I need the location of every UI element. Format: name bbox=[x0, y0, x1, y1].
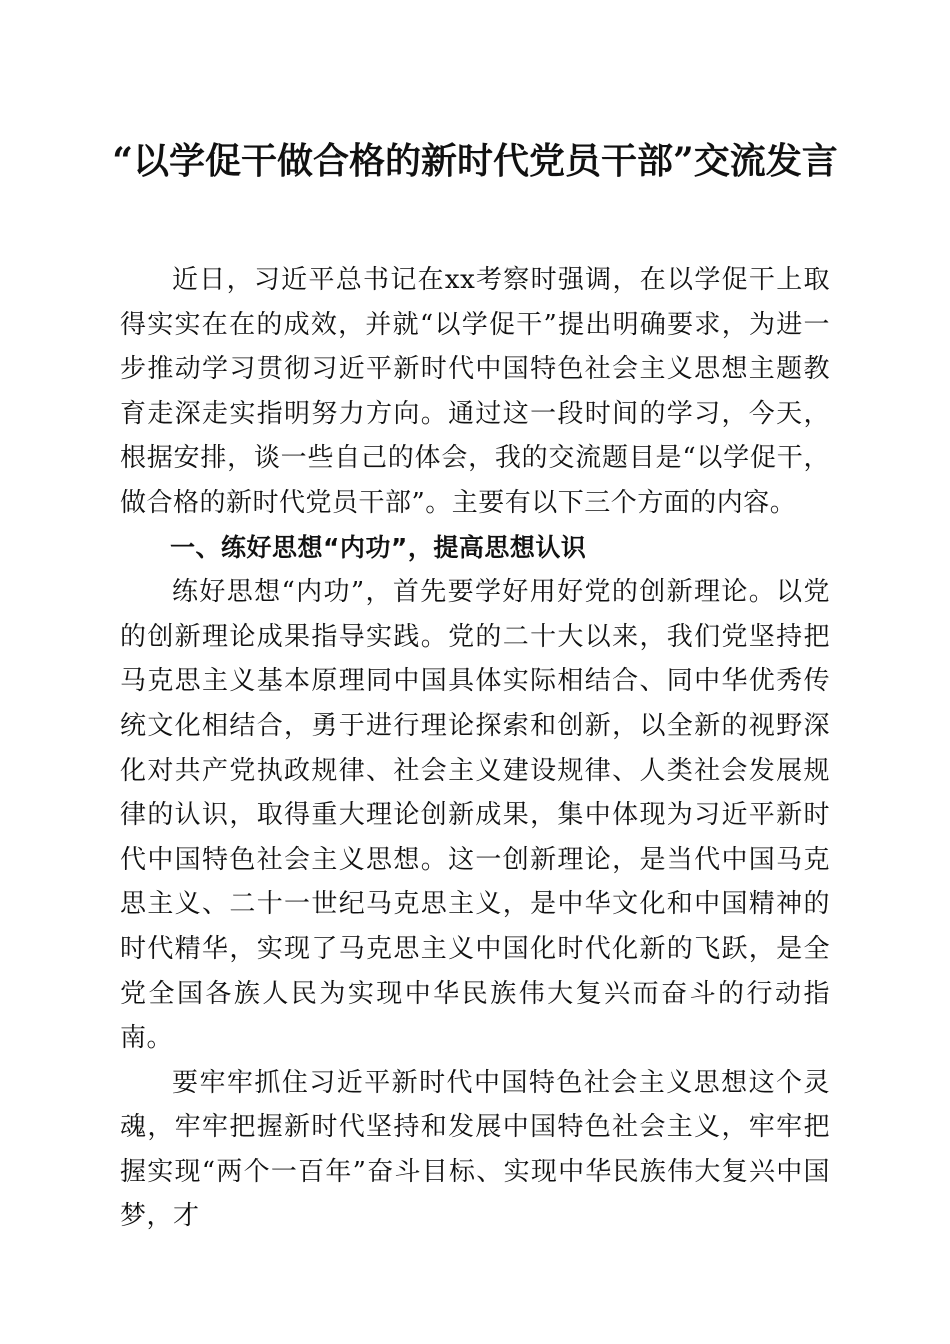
document-body bbox=[120, 258, 830, 1239]
body-paragraph: 练好思想“内功”，首先要学好用好党的创新理论。以党的创新理论成果指导实践。党的二十大以来，我们党坚持把马克思主义基本原理同中国具体实际相结合、同中华优秀传统文化相结合，勇于进行理论探索和创新，以全新的视野深化对共产党执政规律、社会主义建设规律、人类社会发展规律的认识，取得重大理论创新成果，集中体现为习近平新时代中国特色社会主义思想。这一创新理论，是当代中国马克思主义、二十一世纪马克思主义，是中华文化和中国精神的时代精华，实现了马克思主义中国化时代化新的飞跃，是全党全国各族人民为实现中华民族伟大复兴而奋斗的行动指南。 bbox=[120, 577, 830, 1054]
document-title: “以学促干做合格的新时代党员干部”交流发言 bbox=[112, 140, 838, 182]
body-paragraph-continued: 要牢牢抓住习近平新时代中国特色社会主义思想这个灵魂，牢牢把握新时代坚持和发展中国特色社会主义，牢牢把握实现“两个一百年”奋斗目标、实现中华民族伟大复兴中国梦，才 bbox=[120, 1067, 830, 1232]
section-heading: 一、练好思想“内功”，提高思想认识 bbox=[170, 532, 587, 562]
intro-paragraph: 近日，习近平总书记在xx考察时强调，在以学促干上取得实实在在的成效，并就“以学促干”提出明确要求，为进一步推动学习贯彻习近平新时代中国特色社会主义思想主题教育走深走实指明努力方向。通过这一段时间的学习，今天，根据安排，谈一些自己的体会，我的交流题目是“以学促干，做合格的新时代党员干部”。主要有以下三个方面的内容。 bbox=[120, 265, 830, 518]
